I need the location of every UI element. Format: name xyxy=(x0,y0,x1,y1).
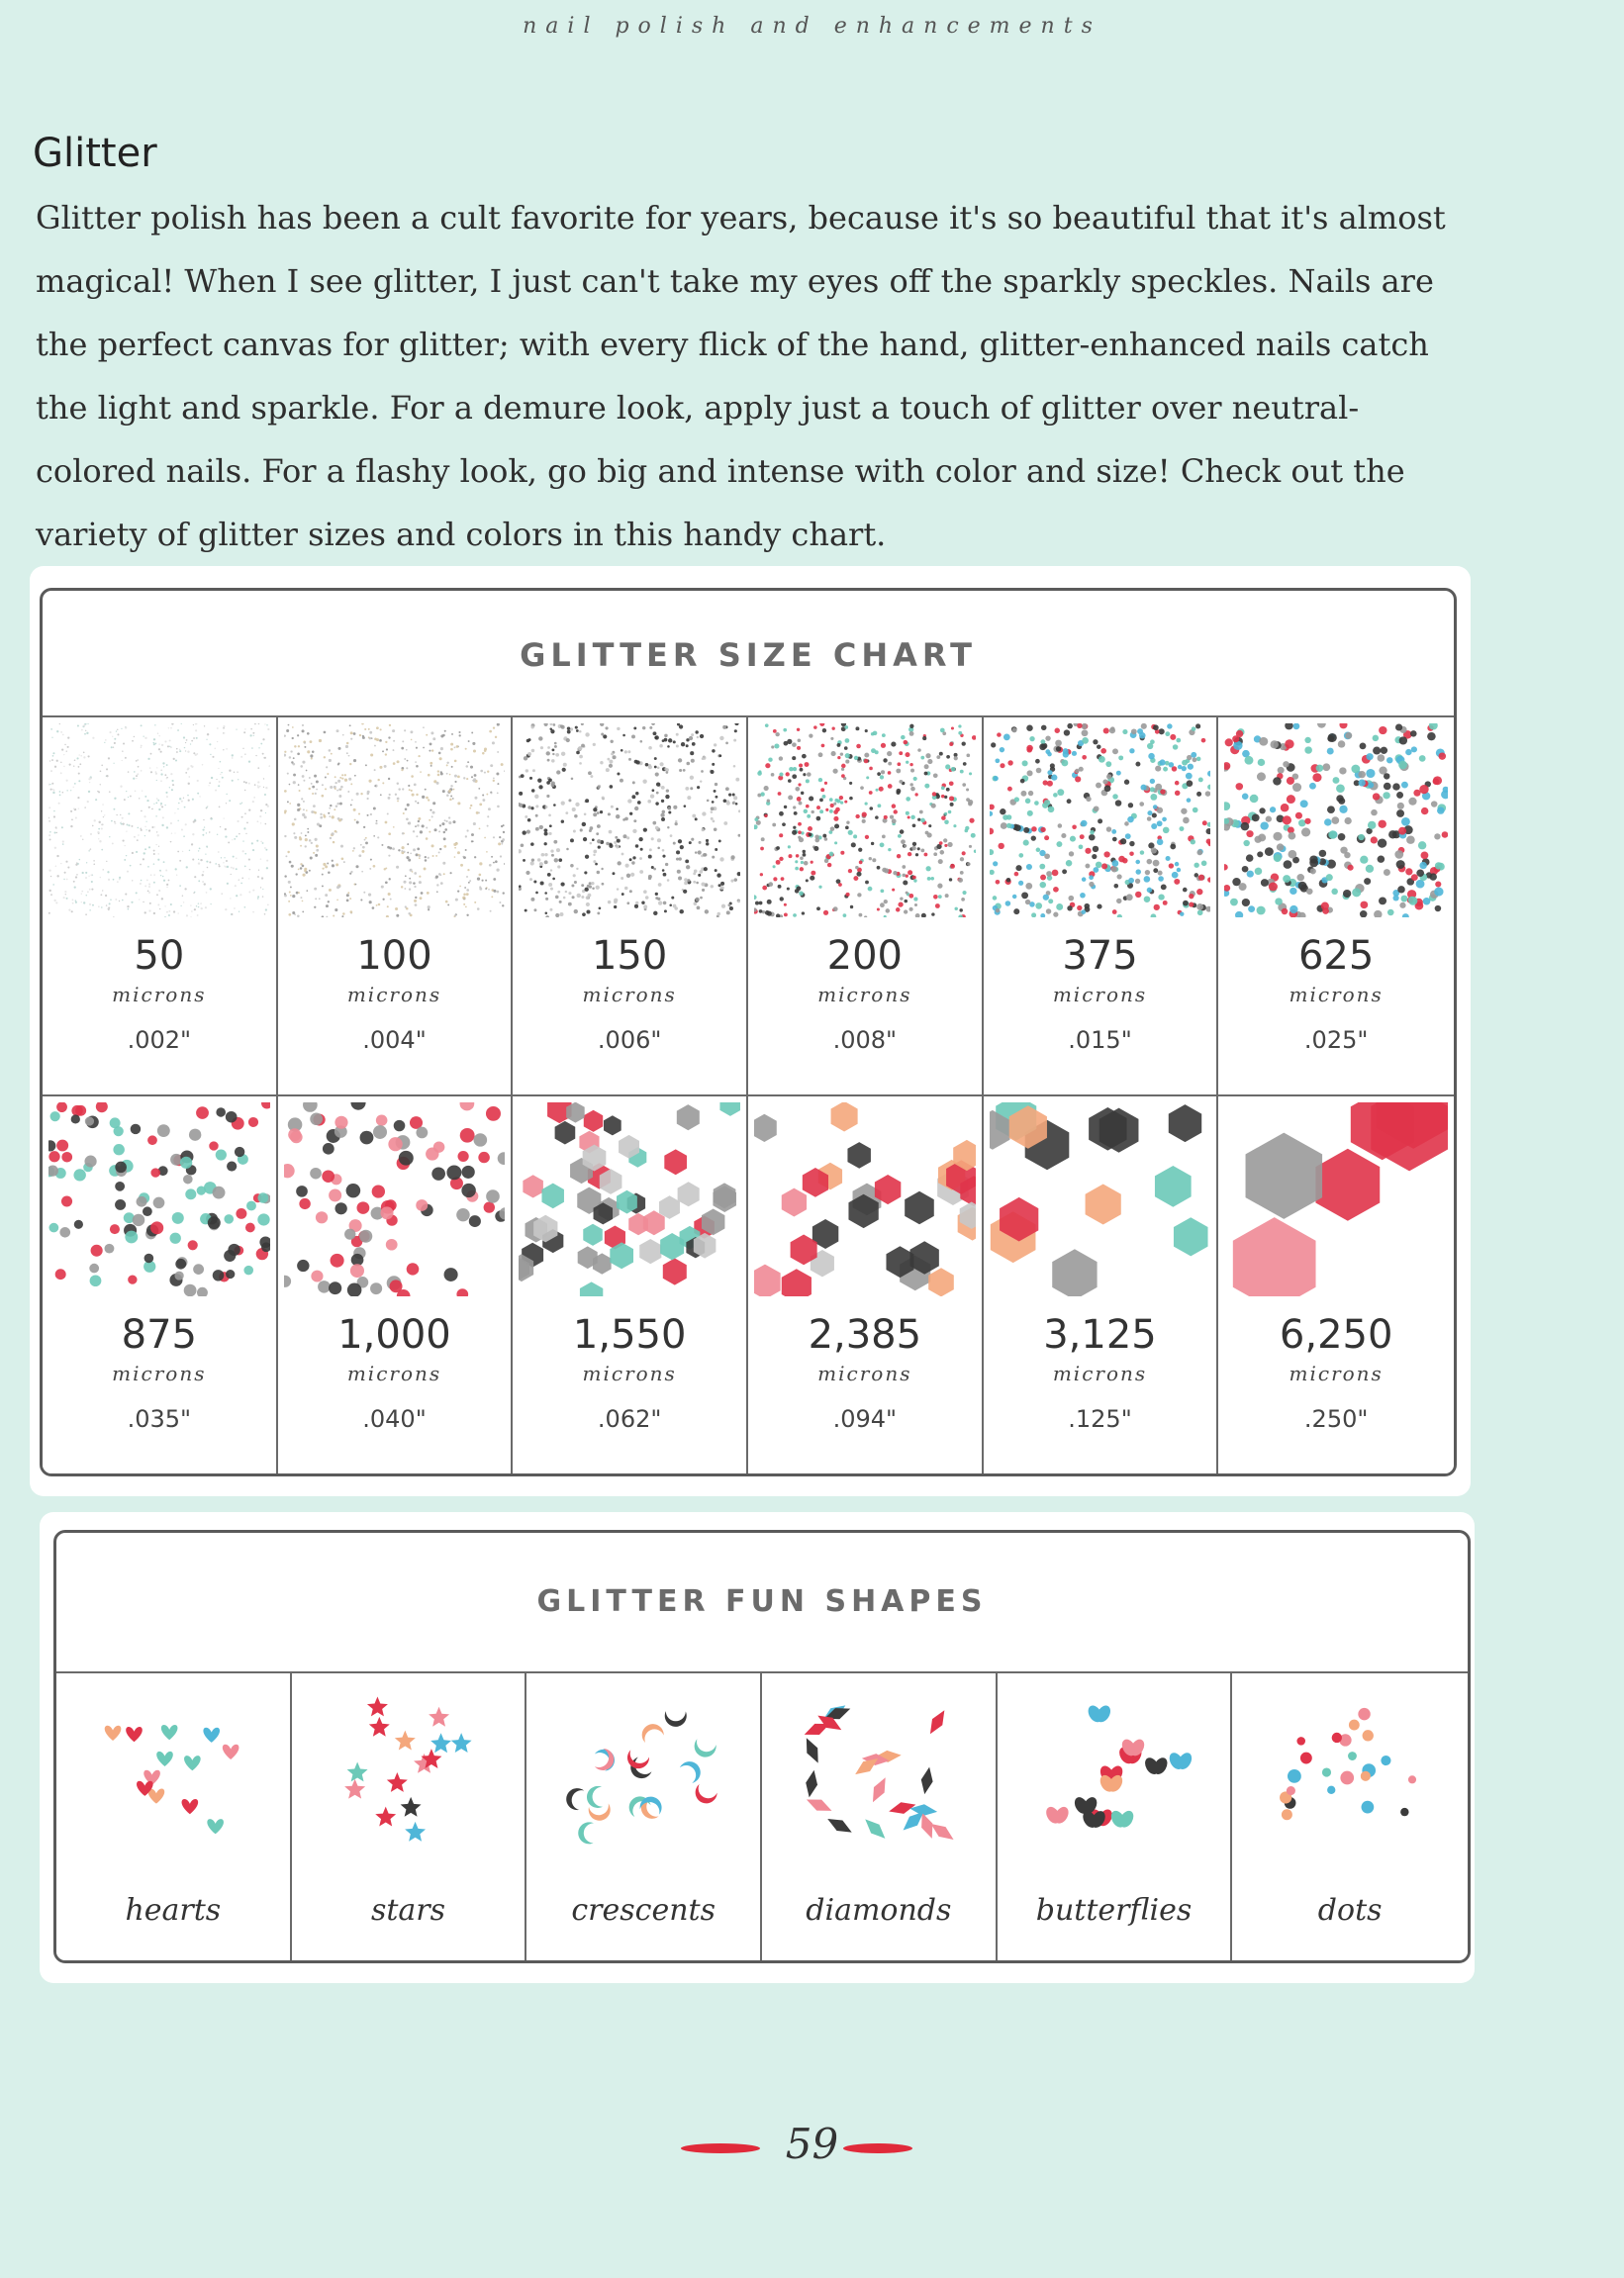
glitter-swatch xyxy=(1224,723,1448,917)
size-chart-cell xyxy=(1218,1096,1454,1475)
size-chart-cell xyxy=(748,1096,984,1475)
page-number: 59 xyxy=(785,2120,839,2168)
size-microns: 6,250 xyxy=(1279,1312,1393,1358)
shape-cell-hearts xyxy=(56,1673,292,1962)
section-title: Glitter xyxy=(33,131,157,176)
size-unit: microns xyxy=(112,1362,207,1385)
size-unit: microns xyxy=(582,1362,677,1385)
shape-label: crescents xyxy=(571,1893,716,1928)
size-chart-cell xyxy=(748,717,984,1096)
glitter-swatch xyxy=(519,723,740,917)
size-inches: .008" xyxy=(832,1026,898,1054)
size-microns: 375 xyxy=(1062,933,1138,979)
glitter-swatch xyxy=(48,1102,270,1296)
shape-cell-butterflies xyxy=(998,1673,1233,1962)
size-inches: .002" xyxy=(127,1026,192,1054)
size-unit: microns xyxy=(582,983,677,1006)
size-chart-cell xyxy=(1218,717,1454,1096)
shape-cell-crescents xyxy=(526,1673,762,1962)
size-chart xyxy=(40,588,1457,1476)
shapes-chart-grid xyxy=(56,1671,1468,1962)
shapes-chart-title: GLITTER FUN SHAPES xyxy=(536,1584,988,1619)
size-inches: .040" xyxy=(362,1405,427,1433)
size-microns: 1,000 xyxy=(337,1312,451,1358)
shape-cell-stars xyxy=(292,1673,527,1962)
glitter-swatch xyxy=(754,723,976,917)
size-inches: .025" xyxy=(1303,1026,1369,1054)
size-unit: microns xyxy=(346,1362,442,1385)
size-microns: 875 xyxy=(121,1312,197,1358)
size-unit: microns xyxy=(1289,983,1384,1006)
size-unit: microns xyxy=(1052,983,1148,1006)
shape-cell-diamonds xyxy=(762,1673,998,1962)
size-unit: microns xyxy=(1289,1362,1384,1385)
hearts-icon xyxy=(66,1687,280,1855)
size-chart-cell xyxy=(513,717,748,1096)
size-microns: 150 xyxy=(591,933,668,979)
glitter-swatch xyxy=(990,723,1211,917)
size-chart-cell xyxy=(43,1096,278,1475)
size-microns: 50 xyxy=(134,933,185,979)
glitter-swatch xyxy=(519,1102,740,1296)
diamonds-icon xyxy=(772,1687,986,1855)
size-inches: .006" xyxy=(597,1026,662,1054)
dots-icon xyxy=(1242,1687,1458,1855)
size-chart-cell xyxy=(278,1096,514,1475)
size-inches: .004" xyxy=(362,1026,427,1054)
brush-stroke-right-icon xyxy=(843,2143,912,2153)
size-microns: 2,385 xyxy=(808,1312,922,1358)
shape-cell-dots xyxy=(1232,1673,1468,1962)
shape-label: hearts xyxy=(125,1893,222,1928)
crescents-icon xyxy=(536,1687,750,1855)
glitter-swatch xyxy=(990,1102,1211,1296)
size-microns: 3,125 xyxy=(1043,1312,1157,1358)
size-microns: 100 xyxy=(356,933,432,979)
size-microns: 625 xyxy=(1297,933,1375,979)
size-chart-cell xyxy=(984,1096,1219,1475)
glitter-swatch xyxy=(1224,1102,1448,1296)
size-chart-title: GLITTER SIZE CHART xyxy=(520,636,977,674)
intro-paragraph: Glitter polish has been a cult favorite for years, because it's so beautiful that it's almost magical! When I see glitter, I just can't take my eyes off the sparkly speckles. Nails are the perfect canvas for glitter; with every flick of the hand, glitter-enhanced nails catch the light and sparkle. For a demure look, apply just a touch of glitter over neutral-colored nails. For a flashy look, go big and intense with color and size! Check out the variety of glitter sizes and colors in this handy chart. xyxy=(36,199,1446,553)
shape-label: stars xyxy=(370,1893,446,1928)
size-chart-cell xyxy=(513,1096,748,1475)
size-inches: .125" xyxy=(1068,1405,1132,1433)
page-footer xyxy=(0,2120,1624,2179)
glitter-swatch xyxy=(284,1102,506,1296)
size-unit: microns xyxy=(346,983,442,1006)
size-inches: .015" xyxy=(1068,1026,1132,1054)
size-microns: 200 xyxy=(826,933,903,979)
shape-label: butterflies xyxy=(1035,1893,1193,1928)
size-inches: .250" xyxy=(1303,1405,1369,1433)
size-unit: microns xyxy=(817,983,912,1006)
size-unit: microns xyxy=(112,983,207,1006)
size-chart-cell xyxy=(278,717,514,1096)
size-chart-grid xyxy=(43,715,1454,1475)
butterflies-icon xyxy=(1007,1687,1221,1855)
size-chart-cell xyxy=(984,717,1219,1096)
size-chart-cell xyxy=(43,717,278,1096)
shape-label: dots xyxy=(1317,1893,1383,1928)
shape-label: diamonds xyxy=(806,1893,952,1928)
glitter-swatch xyxy=(48,723,270,917)
size-inches: .062" xyxy=(597,1405,662,1433)
size-inches: .094" xyxy=(832,1405,898,1433)
stars-icon xyxy=(302,1687,516,1855)
size-unit: microns xyxy=(1052,1362,1148,1385)
glitter-swatch xyxy=(284,723,506,917)
shapes-chart xyxy=(53,1530,1471,1963)
size-microns: 1,550 xyxy=(572,1312,687,1358)
running-head: nail polish and enhancements xyxy=(523,14,1101,39)
glitter-swatch xyxy=(754,1102,976,1296)
size-inches: .035" xyxy=(127,1405,192,1433)
size-unit: microns xyxy=(817,1362,912,1385)
